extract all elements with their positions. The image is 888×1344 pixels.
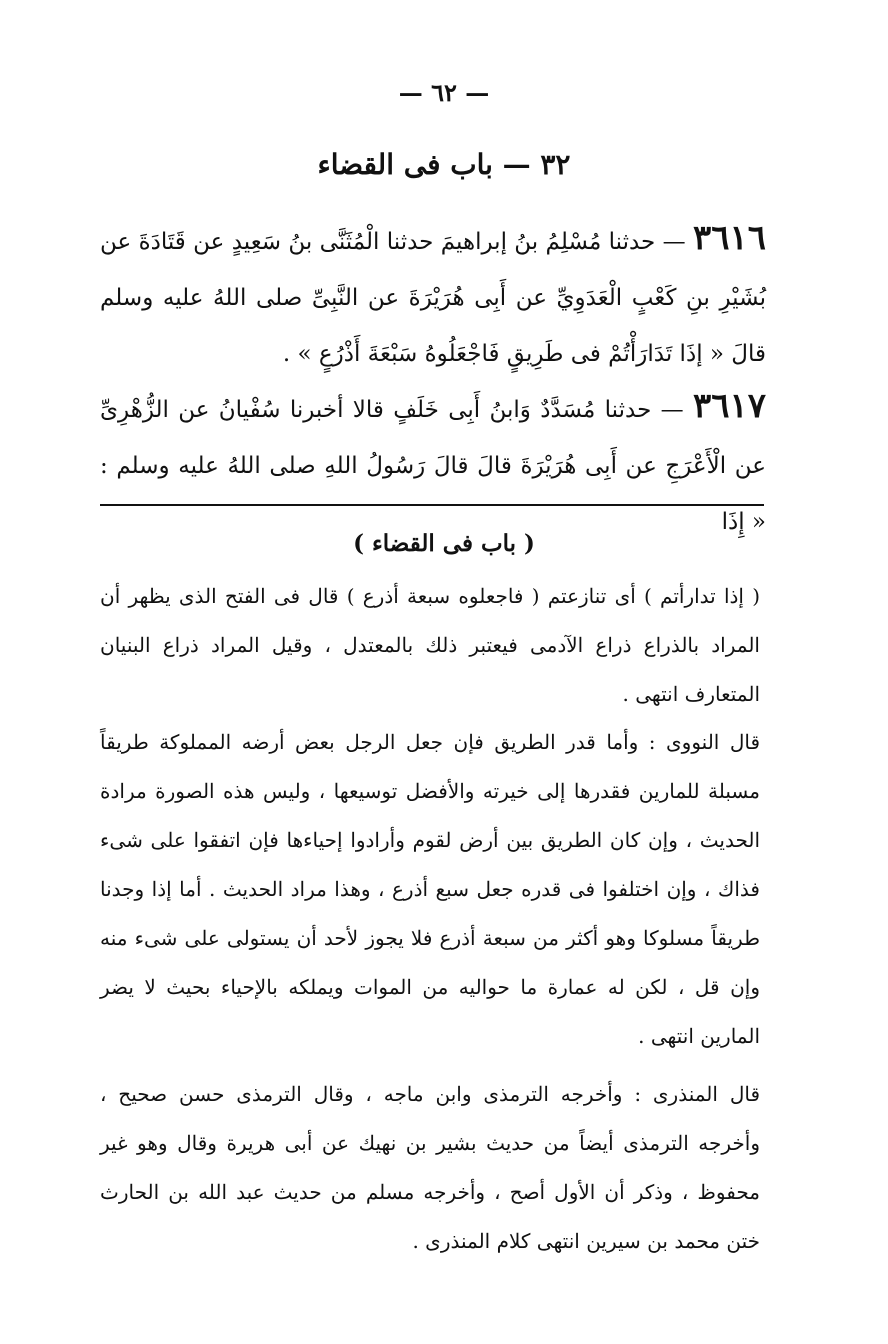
commentary-paragraph: قال المنذرى : وأخرجه الترمذى وابن ماجه ، وقال الترمذى حسن صحيح ، وأخرجه الترمذى أيضاً من حديث بشير بن نهيك عن أبى هريرة وقال وهو غير محفوظ ، وذكر أن الأول أصح ، وأخرجه مسلم من حديث عبد الله بن الحارث ختن محمد بن سيرين انتهى كلام المنذرى . — [100, 1082, 760, 1253]
commentary-paragraph: ( إذا تدارأتم ) أى تنازعتم ( فاجعلوه سبعة أذرع ) قال فى الفتح الذى يظهر أن المراد بالذراع ذراع الآدمى فيعتبر ذلك بالمعتدل ، وقيل المراد ذراع البنيان المتعارف انتهى . — [100, 584, 760, 706]
commentary-paragraph: قال النووى : وأما قدر الطريق فإن جعل الرجل بعض أرضه المملوكة طريقاً مسبلة للمارين فقدرها إلى خيرته والأفضل توسيعها ، وليس هذه الصورة مرادة الحديث ، وإن كان الطريق بين أرض لقوم وأرادوا إحياءها فإن اتفقوا على شىء فذاك ، وإن اختلفوا فى قدره جعل سبع أذرع ، وهذا مراد الحديث . أما إذا وجدنا طريقاً مسلوكا وهو أكثر من سبعة أذرع فلا يجوز لأحد أن يستولى على شىء منه وإن قل ، لكن له عمارة ما حواليه من الموات ويملكه بالإحياء بحيث لا يضر المارين انتهى . — [100, 730, 760, 1048]
hadith-number: ٣٦١٦ — [692, 218, 766, 258]
hadith-3616 — [100, 210, 766, 382]
hadith-3617 — [100, 378, 766, 550]
hadith-text: — حدثنا مُسَدَّدٌ وَابنُ أَبِى خَلَفٍ قالا أخبرنا سُفْيانُ عن الزُّهْرِىِّ عن الْأَعْرَجِ عن أَبِى هُرَيْرَةَ قالَ قالَ رَسُولُ اللهِ صلى اللهُ عليه وسلم : « إِذَا — [100, 397, 766, 535]
hadith-text: — حدثنا مُسْلِمُ بنُ إبراهيمَ حدثنا الْمُثَنَّى بنُ سَعِيدٍ عن قَتَادَةَ عن بُشَيْرِ بنِ كَعْبٍ الْعَدَوِيِّ عن أَبِى هُرَيْرَةَ عن النَّبِىِّ صلى اللهُ عليه وسلم قالَ « إذَا تَدَارَأْتُمْ فى طَرِيقٍ فَاجْعَلُوهُ سَبْعَةَ أَذْرُعٍ » . — [100, 229, 766, 367]
chapter-title: ٣٢ — باب فى القضاء — [317, 148, 571, 181]
page-number: — ٦٢ — — [398, 78, 490, 107]
hadith-number: ٣٦١٧ — [692, 386, 766, 426]
commentary-title: ( باب فى القضاء ) — [353, 530, 535, 557]
section-divider — [100, 504, 764, 506]
